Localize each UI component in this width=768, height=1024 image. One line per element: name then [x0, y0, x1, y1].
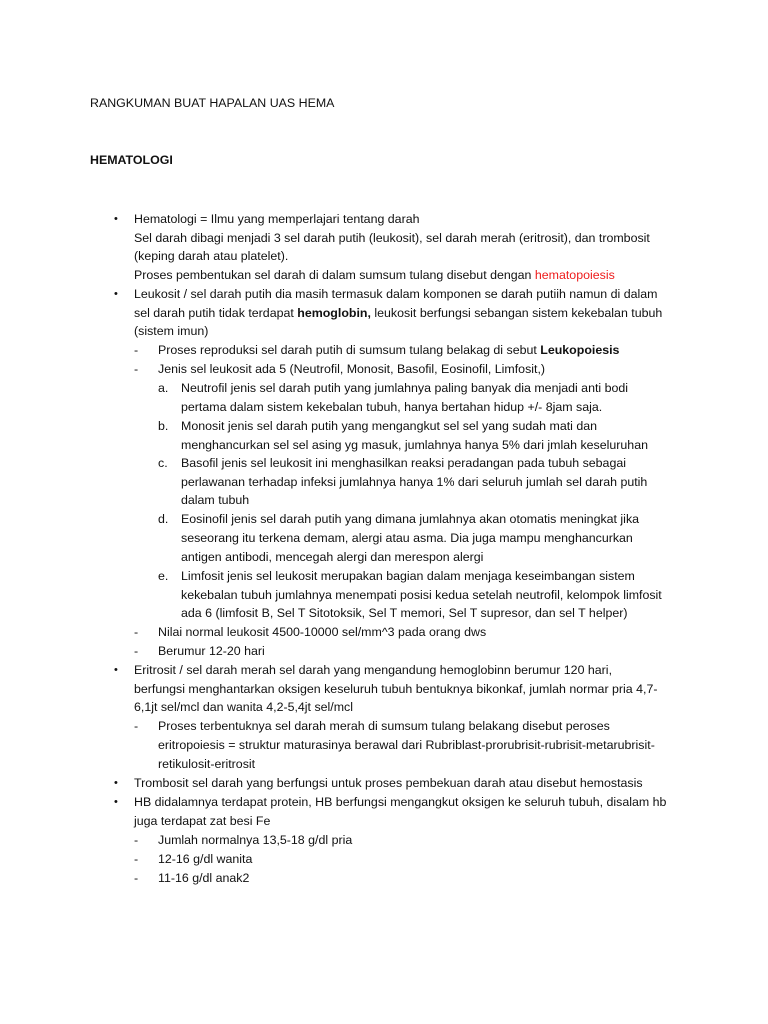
leukosit-line-2-text: sel darah putih tidak terdapat: [134, 306, 298, 320]
hb-normal-wanita: 12-16 g/dl wanita: [158, 852, 253, 866]
eritropoiesis-line-3: retikulosit-eritrosit: [158, 757, 256, 771]
leukosit-types-line: Jenis sel leukosit ada 5 (Neutrofil, Monosit, Basofil, Eosinofil, Limfosit,): [158, 362, 546, 376]
leukosit-normal-value: Nilai normal leukosit 4500-10000 sel/mm^3 pada orang dws: [158, 625, 487, 639]
eosinofil-line-3: antigen antibodi, mencegah alergi dan merespon alergi: [181, 550, 484, 564]
dash-marker: -: [134, 719, 139, 733]
hb-line-1: HB didalamnya terdapat protein, HB berfungsi mengangkut oksigen ke seluruh tubuh, disalam hb: [134, 795, 667, 809]
bullet-marker: •: [114, 288, 118, 300]
hb-normal-pria: Jumlah normalnya 13,5-18 g/dl pria: [158, 833, 353, 847]
dash-marker: -: [134, 833, 139, 847]
dash-marker: -: [134, 871, 139, 885]
list-marker: a.: [158, 381, 169, 395]
eritropoiesis-line-1: Proses terbentuknya sel darah merah di sumsum tulang belakang disebut peroses: [158, 719, 610, 733]
leukosit-line-2: [134, 304, 662, 323]
bullet-marker: •: [114, 213, 118, 225]
leukosit-age: Berumur 12-20 hari: [158, 644, 265, 658]
list-marker: c.: [158, 456, 168, 470]
hb-line-2: juga terdapat zat besi Fe: [134, 814, 271, 828]
eritrosit-line-1: Eritrosit / sel darah merah sel darah yang mengandung hemoglobinn berumur 120 hari,: [134, 663, 613, 677]
eritrosit-line-3: 6,1jt sel/mcl dan wanita 4,2-5,4jt sel/mcl: [134, 700, 353, 714]
limfosit-line-3: ada 6 (limfosit B, Sel T Sitotoksik, Sel T memori, Sel T supresor, dan sel T helper): [181, 606, 628, 620]
list-marker: d.: [158, 512, 169, 526]
leukosit-line-1: Leukosit / sel darah putih dia masih termasuk dalam komponen se darah putiih namun di dalam: [134, 287, 658, 301]
dash-marker: -: [134, 343, 139, 357]
bullet-marker: •: [114, 664, 118, 676]
limfosit-line-1: Limfosit jenis sel leukosit merupakan bagian dalam menjaga keseimbangan sistem: [181, 569, 635, 583]
hematologi-line-4-text: Proses pembentukan sel darah di dalam sumsum tulang disebut dengan: [134, 268, 535, 282]
leukopoiesis-line: [158, 341, 619, 360]
bullet-marker: •: [114, 796, 118, 808]
hematologi-line-2: Sel darah dibagi menjadi 3 sel darah putih (leukosit), sel darah merah (eritrosit), dan trombosit: [134, 231, 650, 245]
monosit-line-2: menghancurkan sel sel asing yg masuk, jumlahnya hanya 5% dari jmlah keseluruhan: [181, 438, 648, 452]
dash-marker: -: [134, 362, 139, 376]
neutrofil-line-1: Neutrofil jenis sel darah putih yang jumlahnya paling banyak dia menjadi anti bodi: [181, 381, 629, 395]
hematologi-line-4: [134, 266, 615, 285]
neutrofil-line-2: pertama dalam sistem kekebalan tubuh, hanya bertahan hidup +/- 8jam saja.: [181, 400, 603, 414]
dash-marker: -: [134, 644, 139, 658]
document-title: RANGKUMAN BUAT HAPALAN UAS HEMA: [90, 96, 335, 110]
hemoglobin-bold: hemoglobin,: [297, 306, 371, 320]
hematopoiesis-highlight: hematopoiesis: [534, 268, 615, 282]
basofil-line-2: perlawanan terhadap infeksi jumlahnya hanya 1% dari seluruh jumlah sel darah putih: [181, 475, 648, 489]
trombosit-line: Trombosit sel darah yang berfungsi untuk proses pembekuan darah atau disebut hemostasis: [134, 776, 643, 790]
eosinofil-line-2: seseorang itu terkena demam, alergi atau asma. Dia juga mampu menghancurkan: [181, 531, 633, 545]
list-marker: e.: [158, 569, 169, 583]
hematologi-line-3: (keping darah atau platelet).: [134, 249, 289, 263]
basofil-line-3: dalam tubuh: [181, 493, 250, 507]
basofil-line-1: Basofil jenis sel leukosit ini menghasilkan reaksi peradangan pada tubuh sebagai: [181, 456, 626, 470]
leukosit-line-2-suffix: leukosit berfungsi sebangan sistem kekebalan tubuh: [370, 306, 663, 320]
limfosit-line-2: kekebalan tubuh jumlahnya menempati posisi kedua setelah neutrofil, kelompok limfosit: [181, 588, 662, 602]
eritropoiesis-line-2: eritropoiesis = struktur maturasinya berawal dari Rubriblast-prorubrisit-rubrisit-metarubrisit-: [158, 738, 655, 752]
leukopoiesis-text: Proses reproduksi sel darah putih di sumsum tulang belakag di sebut: [158, 343, 541, 357]
list-marker: b.: [158, 419, 169, 433]
hb-normal-anak: 11-16 g/dl anak2: [158, 871, 250, 885]
eosinofil-line-1: Eosinofil jenis sel darah putih yang dimana jumlahnya akan otomatis meningkat jika: [181, 512, 640, 526]
hematologi-line-1: Hematologi = Ilmu yang memperlajari tentang darah: [134, 212, 420, 226]
bullet-marker: •: [114, 777, 118, 789]
leukopoiesis-bold: Leukopoiesis: [540, 343, 620, 357]
leukosit-line-3: (sistem imun): [134, 324, 209, 338]
monosit-line-1: Monosit jenis sel darah putih yang mengangkut sel sel yang sudah mati dan: [181, 419, 598, 433]
dash-marker: -: [134, 852, 139, 866]
section-heading: HEMATOLOGI: [90, 153, 173, 167]
dash-marker: -: [134, 625, 139, 639]
eritrosit-line-2: berfungsi menghantarkan oksigen keseluruh tubuh bentuknya bikonkaf, jumlah normar pria 4,7-: [134, 682, 658, 696]
